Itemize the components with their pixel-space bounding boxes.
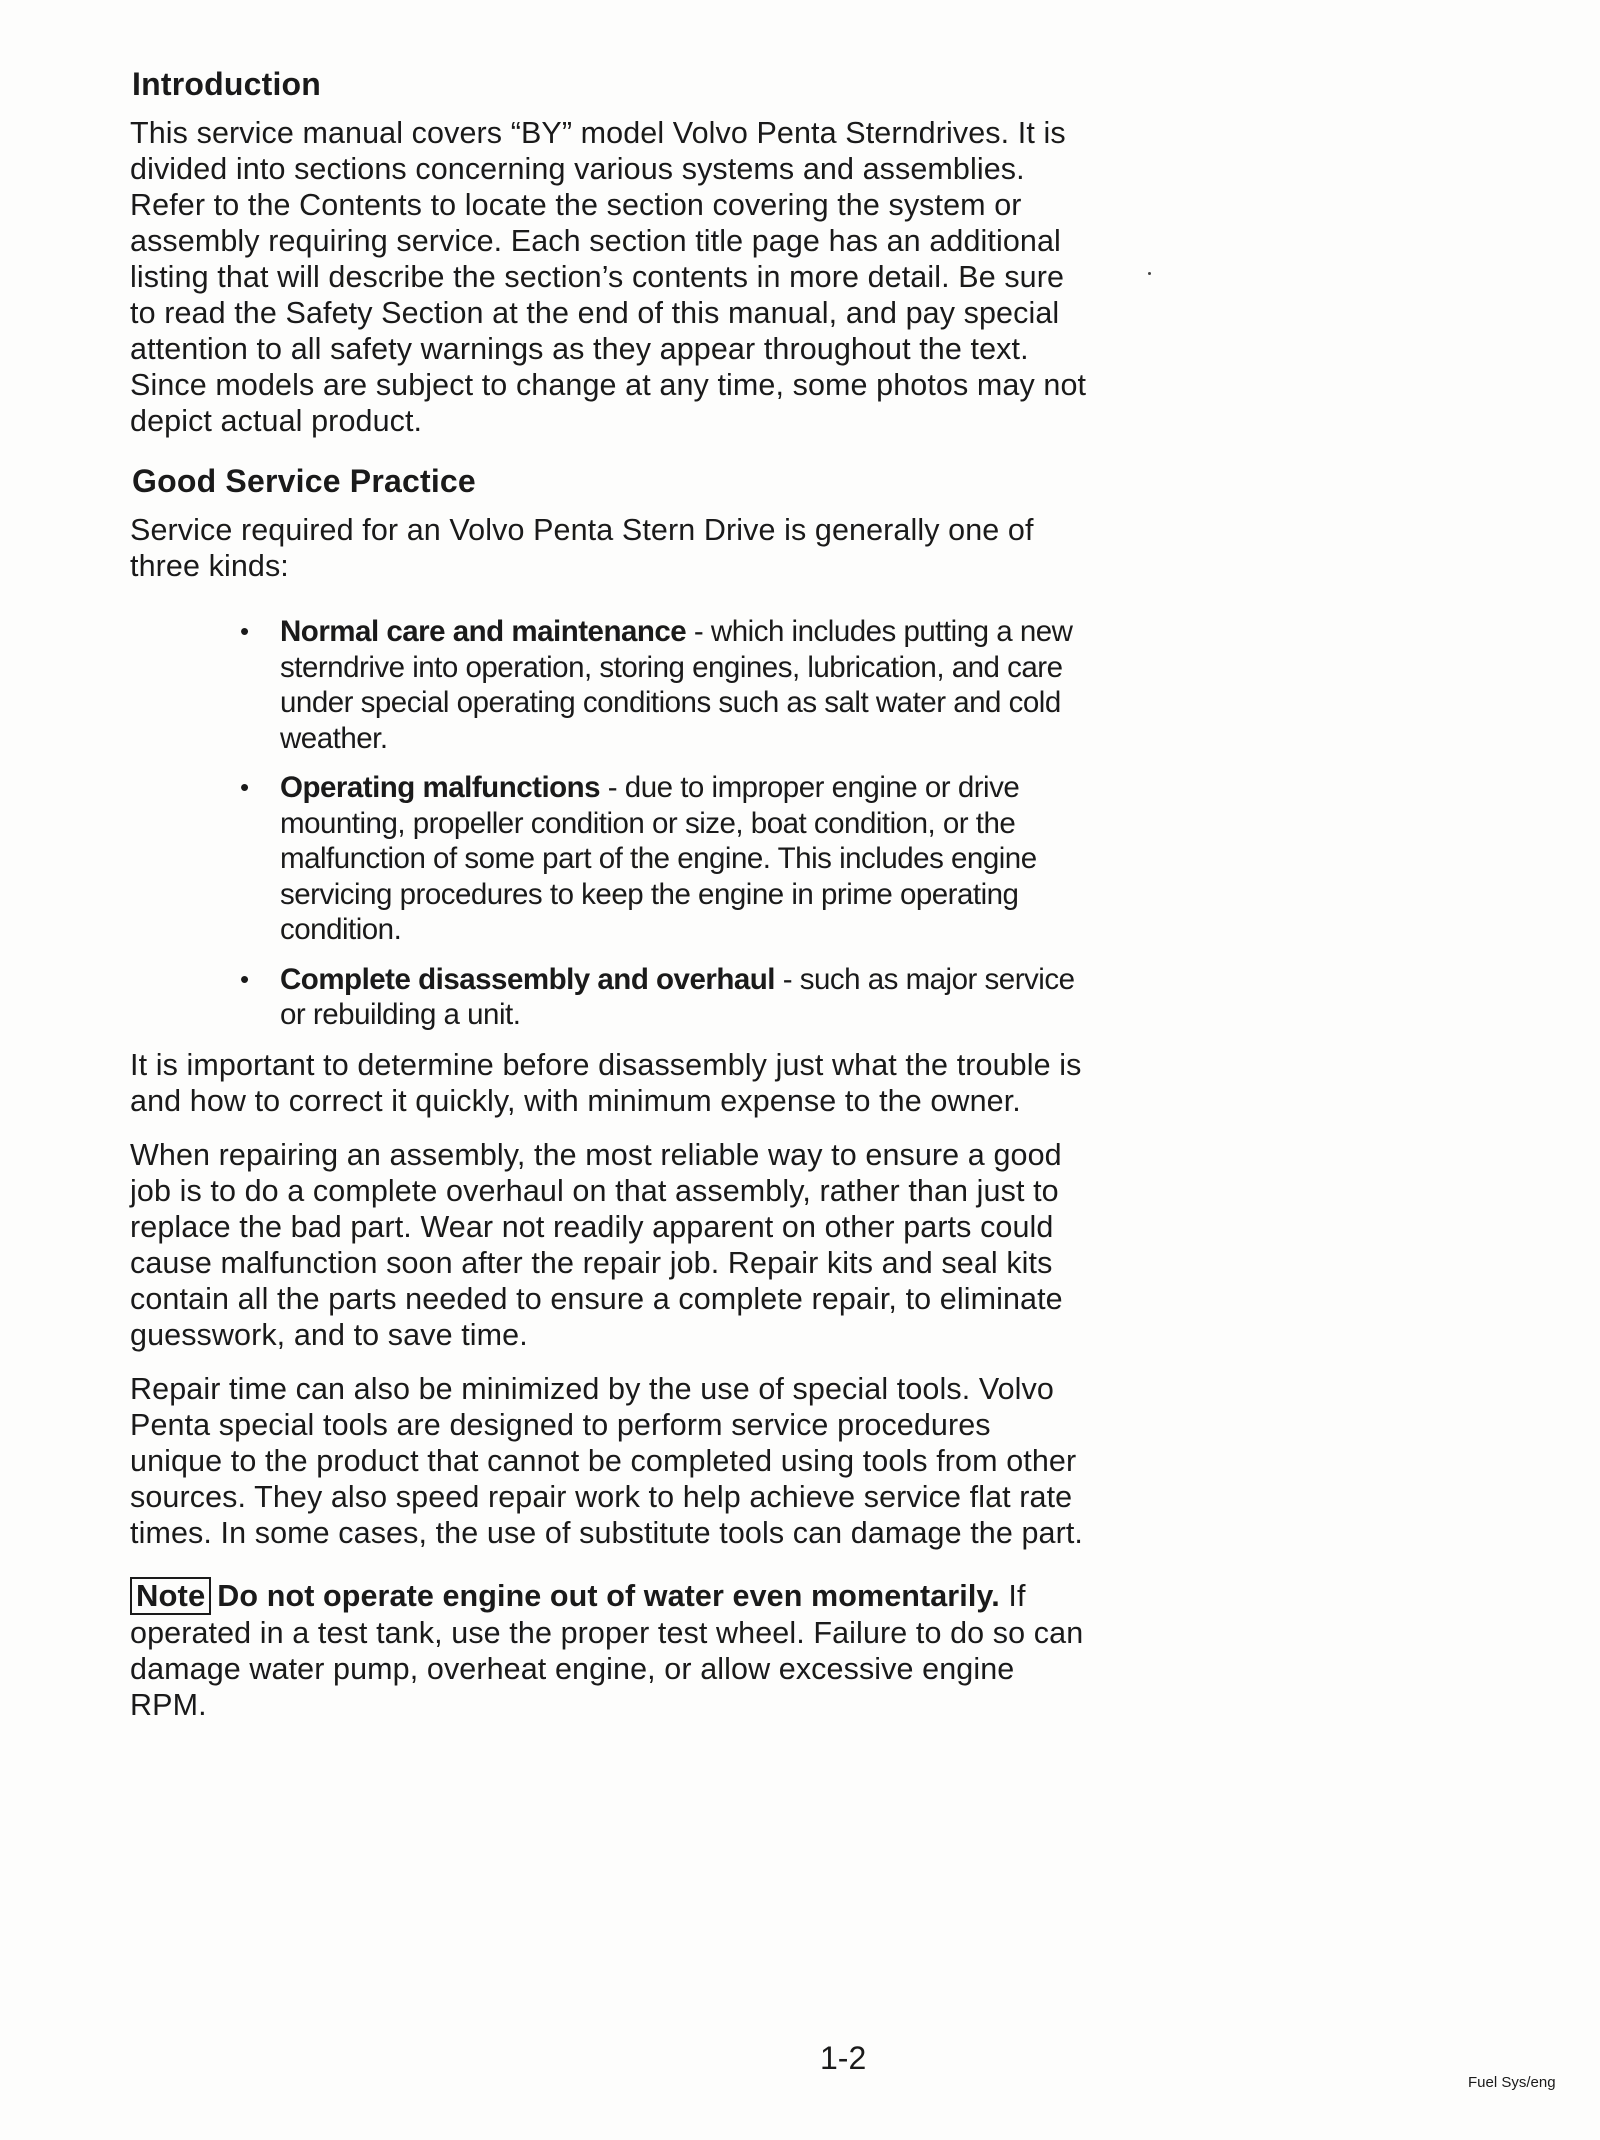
scan-speck xyxy=(1148,272,1151,275)
note-warning-bold: Do not operate engine out of water even momentarily. xyxy=(217,1578,1000,1613)
good-service-practice-text: Service required for an Volvo Penta Stern Drive is generally one of three kinds: xyxy=(130,513,1034,583)
list-item-title: Normal care and maintenance xyxy=(280,615,687,648)
note-badge: Note xyxy=(130,1577,211,1615)
list-item xyxy=(240,770,1080,948)
bullet-icon: • xyxy=(240,616,249,646)
list-item xyxy=(240,962,1080,1033)
bullet-icon: • xyxy=(240,772,249,802)
content-column xyxy=(130,66,1090,1723)
page-number: 1-2 xyxy=(820,2040,867,2076)
list-item-title: Operating malfunctions xyxy=(280,771,601,804)
list-item-text: - which includes putting a new sterndrive into operation, storing engines, lubrication, and care under special operating conditions such as salt water and cold weather. xyxy=(280,615,1073,755)
list-item-text: - due to improper engine or drive mounting, propeller condition or size, boat condition, or the malfunction of some part of the engine. This includes engine servicing procedures to keep the engine in prime operating condition. xyxy=(280,771,1037,946)
good-service-practice-heading: Good Service Practice xyxy=(132,463,476,499)
list-item-text: - such as major service or rebuilding a unit. xyxy=(280,962,1075,1031)
note-paragraph xyxy=(130,1577,1090,1723)
list-item xyxy=(240,614,1080,756)
paragraph-special-tools: Repair time can also be minimized by the use of special tools. Volvo Penta special tools are designed to perform service procedures unique to the product that cannot be completed using tools from other sources. They also speed repair work to help achieve service flat rate times. In some cases, the use of substitute tools can damage the part. xyxy=(130,1371,1084,1550)
service-kinds-list xyxy=(240,614,1080,1033)
list-item-title: Complete disassembly and overhaul xyxy=(280,962,775,996)
bullet-icon: • xyxy=(240,963,249,994)
paragraph-diagnosis: It is important to determine before disassembly just what the trouble is and how to correct it quickly, with minimum expense to the owner. xyxy=(130,1047,1082,1118)
paragraph-overhaul: When repairing an assembly, the most reliable way to ensure a good job is to do a complete overhaul on that assembly, rather than just to replace the bad part. Wear not readily apparent on other parts could cause malfunction soon after the repair job. Repair kits and seal kits contain all the parts needed to ensure a complete repair, to eliminate guesswork, and to save time. xyxy=(130,1137,1063,1352)
introduction-heading: Introduction xyxy=(132,66,322,102)
introduction-text: This service manual covers “BY” model Volvo Penta Sterndrives. It is divided into sections concerning various systems and assemblies. Refer to the Contents to locate the section covering the system or assembly requiring service. Each section title page has an additional listing that will describe the section’s contents in more detail. Be sure to read the Safety Section at the end of this manual, and pay special attention to all safety warnings as they appear throughout the text. Since models are subject to change at any time, some photos may not depict actual product. xyxy=(130,116,1087,438)
note-text: If operated in a test tank, use the proper test wheel. Failure to do so can damage water pump, overheat engine, or allow excessive engine RPM. xyxy=(130,1578,1084,1722)
section-tag: Fuel Sys/eng xyxy=(1468,2074,1556,2091)
